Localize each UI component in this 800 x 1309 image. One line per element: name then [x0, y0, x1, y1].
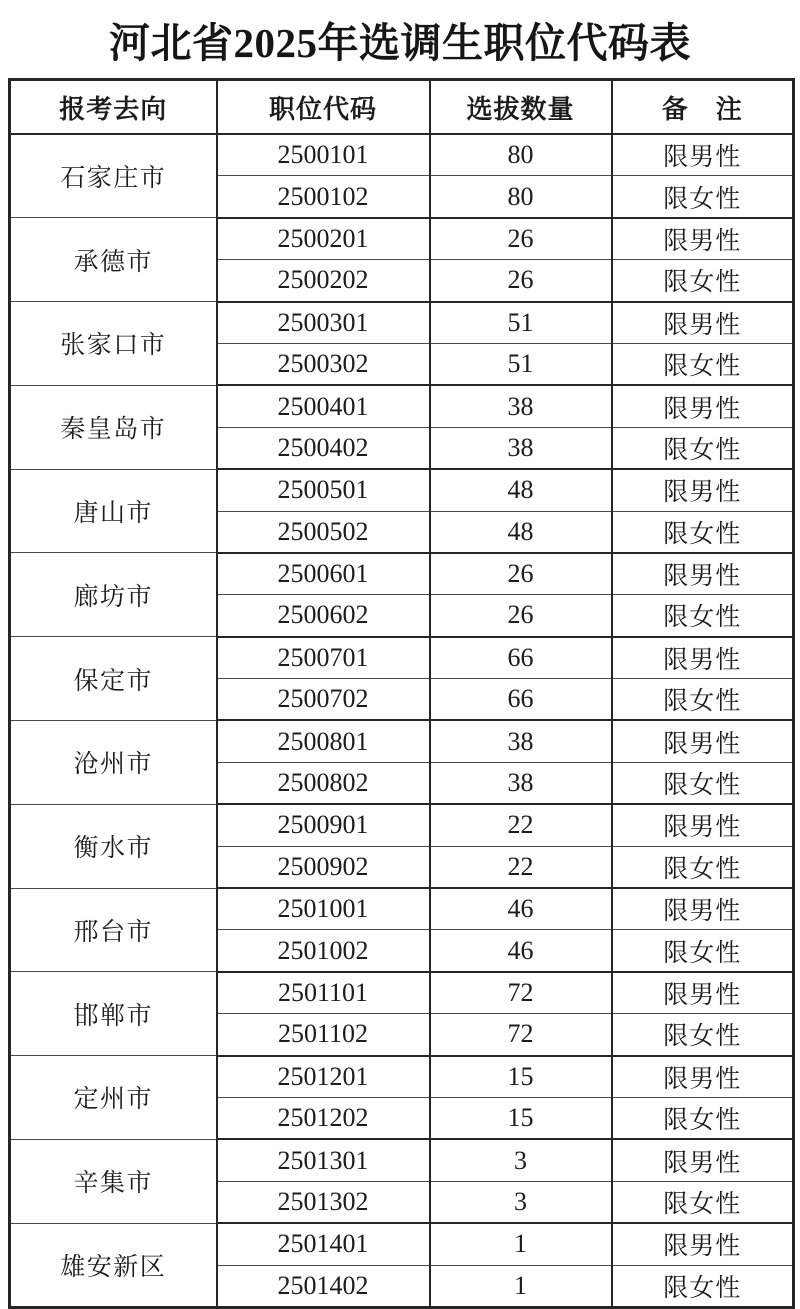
count-cell: 38	[430, 385, 612, 427]
note-cell: 限男性	[612, 637, 794, 679]
code-cell: 2501102	[217, 1014, 430, 1056]
code-cell: 2500202	[217, 260, 430, 302]
count-cell: 80	[430, 134, 612, 176]
count-cell: 48	[430, 511, 612, 553]
code-cell: 2501402	[217, 1265, 430, 1307]
table-row	[10, 1139, 794, 1181]
destination-cell: 唐山市	[10, 469, 217, 553]
destination-cell: 石家庄市	[10, 134, 217, 218]
code-cell: 2501002	[217, 930, 430, 972]
code-cell: 2500501	[217, 469, 430, 511]
count-cell: 3	[430, 1181, 612, 1223]
count-cell: 38	[430, 720, 612, 762]
code-cell: 2500602	[217, 595, 430, 637]
code-cell: 2500701	[217, 637, 430, 679]
header-row	[10, 80, 794, 135]
note-cell: 限女性	[612, 343, 794, 385]
destination-cell: 衡水市	[10, 804, 217, 888]
count-cell: 1	[430, 1265, 612, 1307]
count-cell: 22	[430, 804, 612, 846]
destination-cell: 张家口市	[10, 302, 217, 386]
note-cell: 限男性	[612, 469, 794, 511]
count-cell: 38	[430, 427, 612, 469]
table-row	[10, 972, 794, 1014]
code-cell: 2500702	[217, 679, 430, 721]
count-cell: 51	[430, 302, 612, 344]
count-cell: 51	[430, 343, 612, 385]
table-row	[10, 1056, 794, 1098]
code-cell: 2500601	[217, 553, 430, 595]
code-cell: 2500402	[217, 427, 430, 469]
code-cell: 2500301	[217, 302, 430, 344]
table-row	[10, 553, 794, 595]
table-row	[10, 637, 794, 679]
code-cell: 2501202	[217, 1097, 430, 1139]
count-cell: 38	[430, 762, 612, 804]
code-cell: 2500201	[217, 218, 430, 260]
count-cell: 72	[430, 972, 612, 1014]
note-cell: 限女性	[612, 1265, 794, 1307]
note-cell: 限女性	[612, 762, 794, 804]
note-cell: 限女性	[612, 1181, 794, 1223]
count-cell: 46	[430, 930, 612, 972]
code-cell: 2500302	[217, 343, 430, 385]
note-cell: 限男性	[612, 888, 794, 930]
note-cell: 限男性	[612, 804, 794, 846]
count-cell: 26	[430, 595, 612, 637]
destination-cell: 保定市	[10, 637, 217, 721]
table-row	[10, 720, 794, 762]
count-cell: 66	[430, 637, 612, 679]
note-cell: 限男性	[612, 1139, 794, 1181]
note-cell: 限男性	[612, 1056, 794, 1098]
code-cell: 2501302	[217, 1181, 430, 1223]
destination-cell: 沧州市	[10, 720, 217, 804]
note-cell: 限男性	[612, 218, 794, 260]
note-cell: 限女性	[612, 427, 794, 469]
count-cell: 26	[430, 218, 612, 260]
table-row	[10, 888, 794, 930]
table-body	[10, 134, 794, 1307]
code-cell: 2501001	[217, 888, 430, 930]
note-cell: 限女性	[612, 260, 794, 302]
page-title: 河北省2025年选调生职位代码表	[109, 19, 691, 66]
destination-cell: 廊坊市	[10, 553, 217, 637]
note-cell: 限男性	[612, 553, 794, 595]
destination-cell: 承德市	[10, 218, 217, 302]
table-row	[10, 804, 794, 846]
table-row	[10, 1223, 794, 1265]
header-remarks: 备 注	[612, 80, 794, 135]
header-selection-count: 选拔数量	[430, 80, 612, 135]
code-cell: 2500502	[217, 511, 430, 553]
code-cell: 2501401	[217, 1223, 430, 1265]
note-cell: 限男性	[612, 720, 794, 762]
code-cell: 2500401	[217, 385, 430, 427]
note-cell: 限女性	[612, 679, 794, 721]
note-cell: 限女性	[612, 930, 794, 972]
table-row	[10, 134, 794, 176]
count-cell: 22	[430, 846, 612, 888]
code-cell: 2500101	[217, 134, 430, 176]
count-cell: 15	[430, 1097, 612, 1139]
count-cell: 15	[430, 1056, 612, 1098]
table-row	[10, 302, 794, 344]
destination-cell: 雄安新区	[10, 1223, 217, 1307]
note-cell: 限女性	[612, 511, 794, 553]
destination-cell: 秦皇岛市	[10, 385, 217, 469]
code-cell: 2500901	[217, 804, 430, 846]
note-cell: 限男性	[612, 972, 794, 1014]
count-cell: 72	[430, 1014, 612, 1056]
note-cell: 限女性	[612, 595, 794, 637]
count-cell: 46	[430, 888, 612, 930]
note-cell: 限女性	[612, 1014, 794, 1056]
destination-cell: 邢台市	[10, 888, 217, 972]
code-cell: 2500801	[217, 720, 430, 762]
code-cell: 2500902	[217, 846, 430, 888]
count-cell: 1	[430, 1223, 612, 1265]
count-cell: 3	[430, 1139, 612, 1181]
code-cell: 2500802	[217, 762, 430, 804]
note-cell: 限男性	[612, 1223, 794, 1265]
header-position-code: 职位代码	[217, 80, 430, 135]
note-cell: 限女性	[612, 846, 794, 888]
header-destination: 报考去向	[10, 80, 217, 135]
note-cell: 限男性	[612, 385, 794, 427]
table-row	[10, 469, 794, 511]
table-row	[10, 385, 794, 427]
position-code-table	[8, 78, 795, 1309]
note-cell: 限女性	[612, 176, 794, 218]
code-cell: 2501201	[217, 1056, 430, 1098]
note-cell: 限女性	[612, 1097, 794, 1139]
code-cell: 2501101	[217, 972, 430, 1014]
note-cell: 限男性	[612, 302, 794, 344]
code-cell: 2501301	[217, 1139, 430, 1181]
count-cell: 48	[430, 469, 612, 511]
destination-cell: 辛集市	[10, 1139, 217, 1223]
count-cell: 66	[430, 679, 612, 721]
destination-cell: 定州市	[10, 1056, 217, 1140]
code-cell: 2500102	[217, 176, 430, 218]
document-page	[8, 0, 792, 1309]
destination-cell: 邯郸市	[10, 972, 217, 1056]
table-row	[10, 218, 794, 260]
count-cell: 26	[430, 553, 612, 595]
note-cell: 限男性	[612, 134, 794, 176]
count-cell: 26	[430, 260, 612, 302]
count-cell: 80	[430, 176, 612, 218]
